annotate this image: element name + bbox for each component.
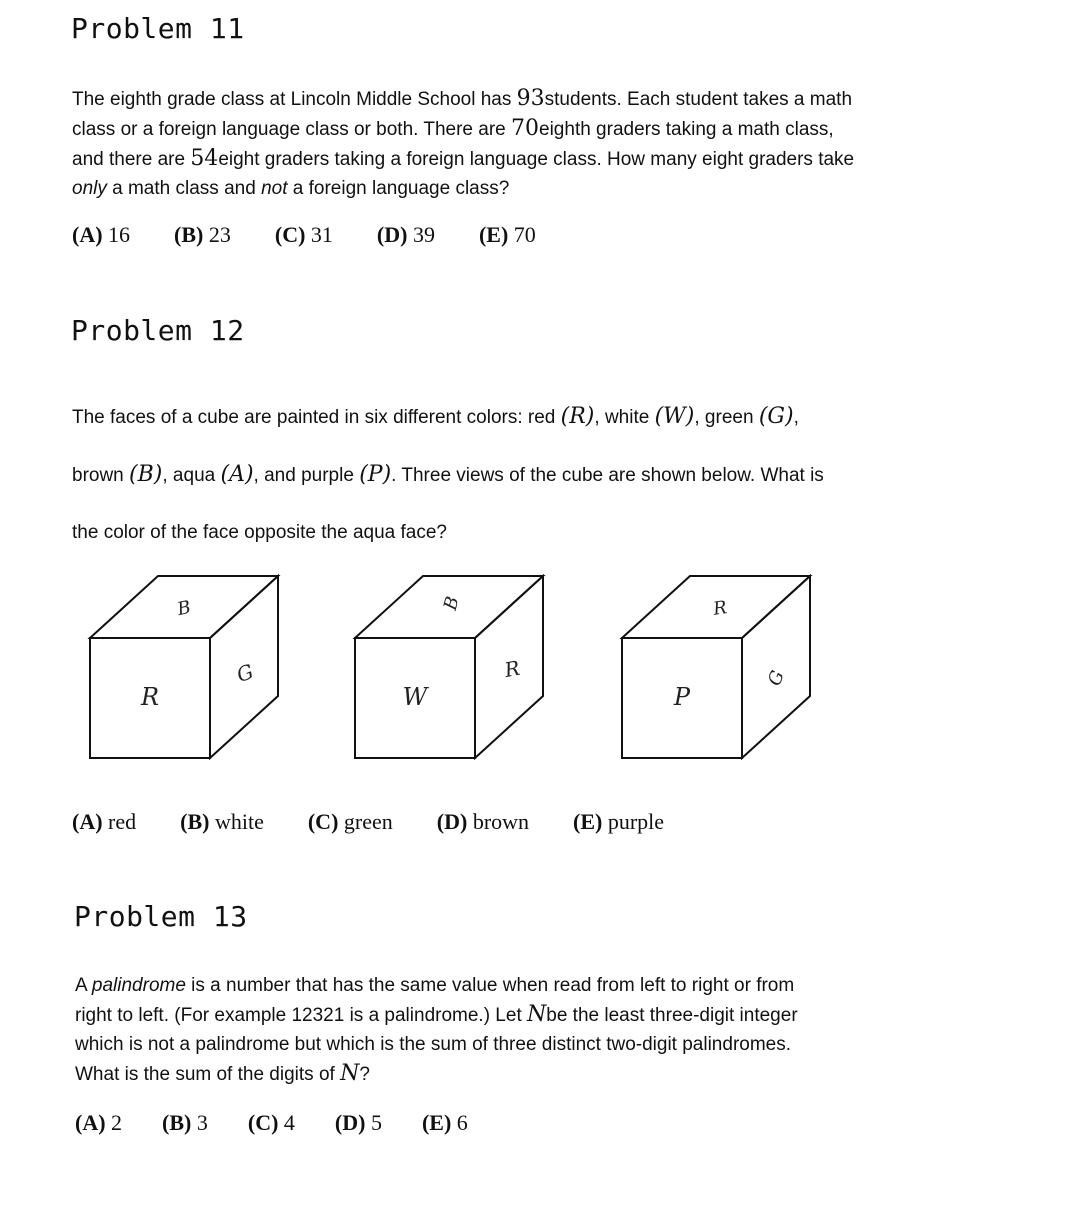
choice-b: (B) white [180,809,264,834]
cube-2-front-label: W [402,683,428,711]
problem-11-text: The eighth grade class at Lincoln Middle School has 93students. Each student takes a math class or a foreign language class or both. There are 70eighth graders taking a math class, and there are 54eight graders taking a foreign language class. How many eight graders take only a math class and not a foreign language class? [72,86,855,199]
cube-2-top-label: B [439,594,464,613]
choice-b: (B) 3 [162,1110,208,1135]
cube-3-top-label: R [711,597,729,620]
cube-3-side-label: G [764,667,789,689]
problem-12-text: The faces of a cube are painted in six different colors: red (R), white (W), green (G), brown (B), aqua (A), and purple (P). Three views of the cube are shown below. What is the color of the face opposite the aqua face? [72,404,824,543]
choice-a: (A) red [72,809,137,834]
choice-e: (E) purple [573,809,665,834]
choice-d: (D) 5 [334,1110,382,1135]
problem-12-heading: Problem 12 [71,314,245,347]
problem-11-choices [72,222,580,248]
choice-a: (A) 2 [75,1110,123,1135]
choice-e: (E) 70 [478,222,536,247]
cube-views-figure [80,568,820,768]
cube-1-top-label: B [175,596,193,621]
choice-a: (A) 16 [72,222,131,247]
choice-c: (C) 31 [274,222,333,247]
cube-3-front-label: P [673,683,691,711]
problem-11-heading: Problem 11 [71,12,245,45]
cube-2-side-label: R [502,655,522,683]
problem-13-choices [75,1110,508,1136]
problem-13-text: A palindrome is a number that has the same value when read from left to right or from right to left. (For example 12321 is a palindrome.) Let Nbe the least three-digit integer which is not a palindrome but which is the sum of three distinct two-digit palindromes. What is the sum of the digits of N? [75,975,798,1086]
problem-13-heading: Problem 13 [74,900,248,933]
choice-d: (D) 39 [376,222,435,247]
choice-c: (C) green [307,809,393,834]
problem-12-choices [72,809,708,835]
cube-1-side-label: G [233,658,257,688]
choice-b: (B) 23 [174,222,231,247]
choice-e: (E) 6 [421,1110,468,1135]
cube-3-side-face [742,576,810,758]
choice-d: (D) brown [436,809,530,834]
cube-1-front-label: R [140,683,160,711]
choice-c: (C) 4 [247,1110,295,1135]
